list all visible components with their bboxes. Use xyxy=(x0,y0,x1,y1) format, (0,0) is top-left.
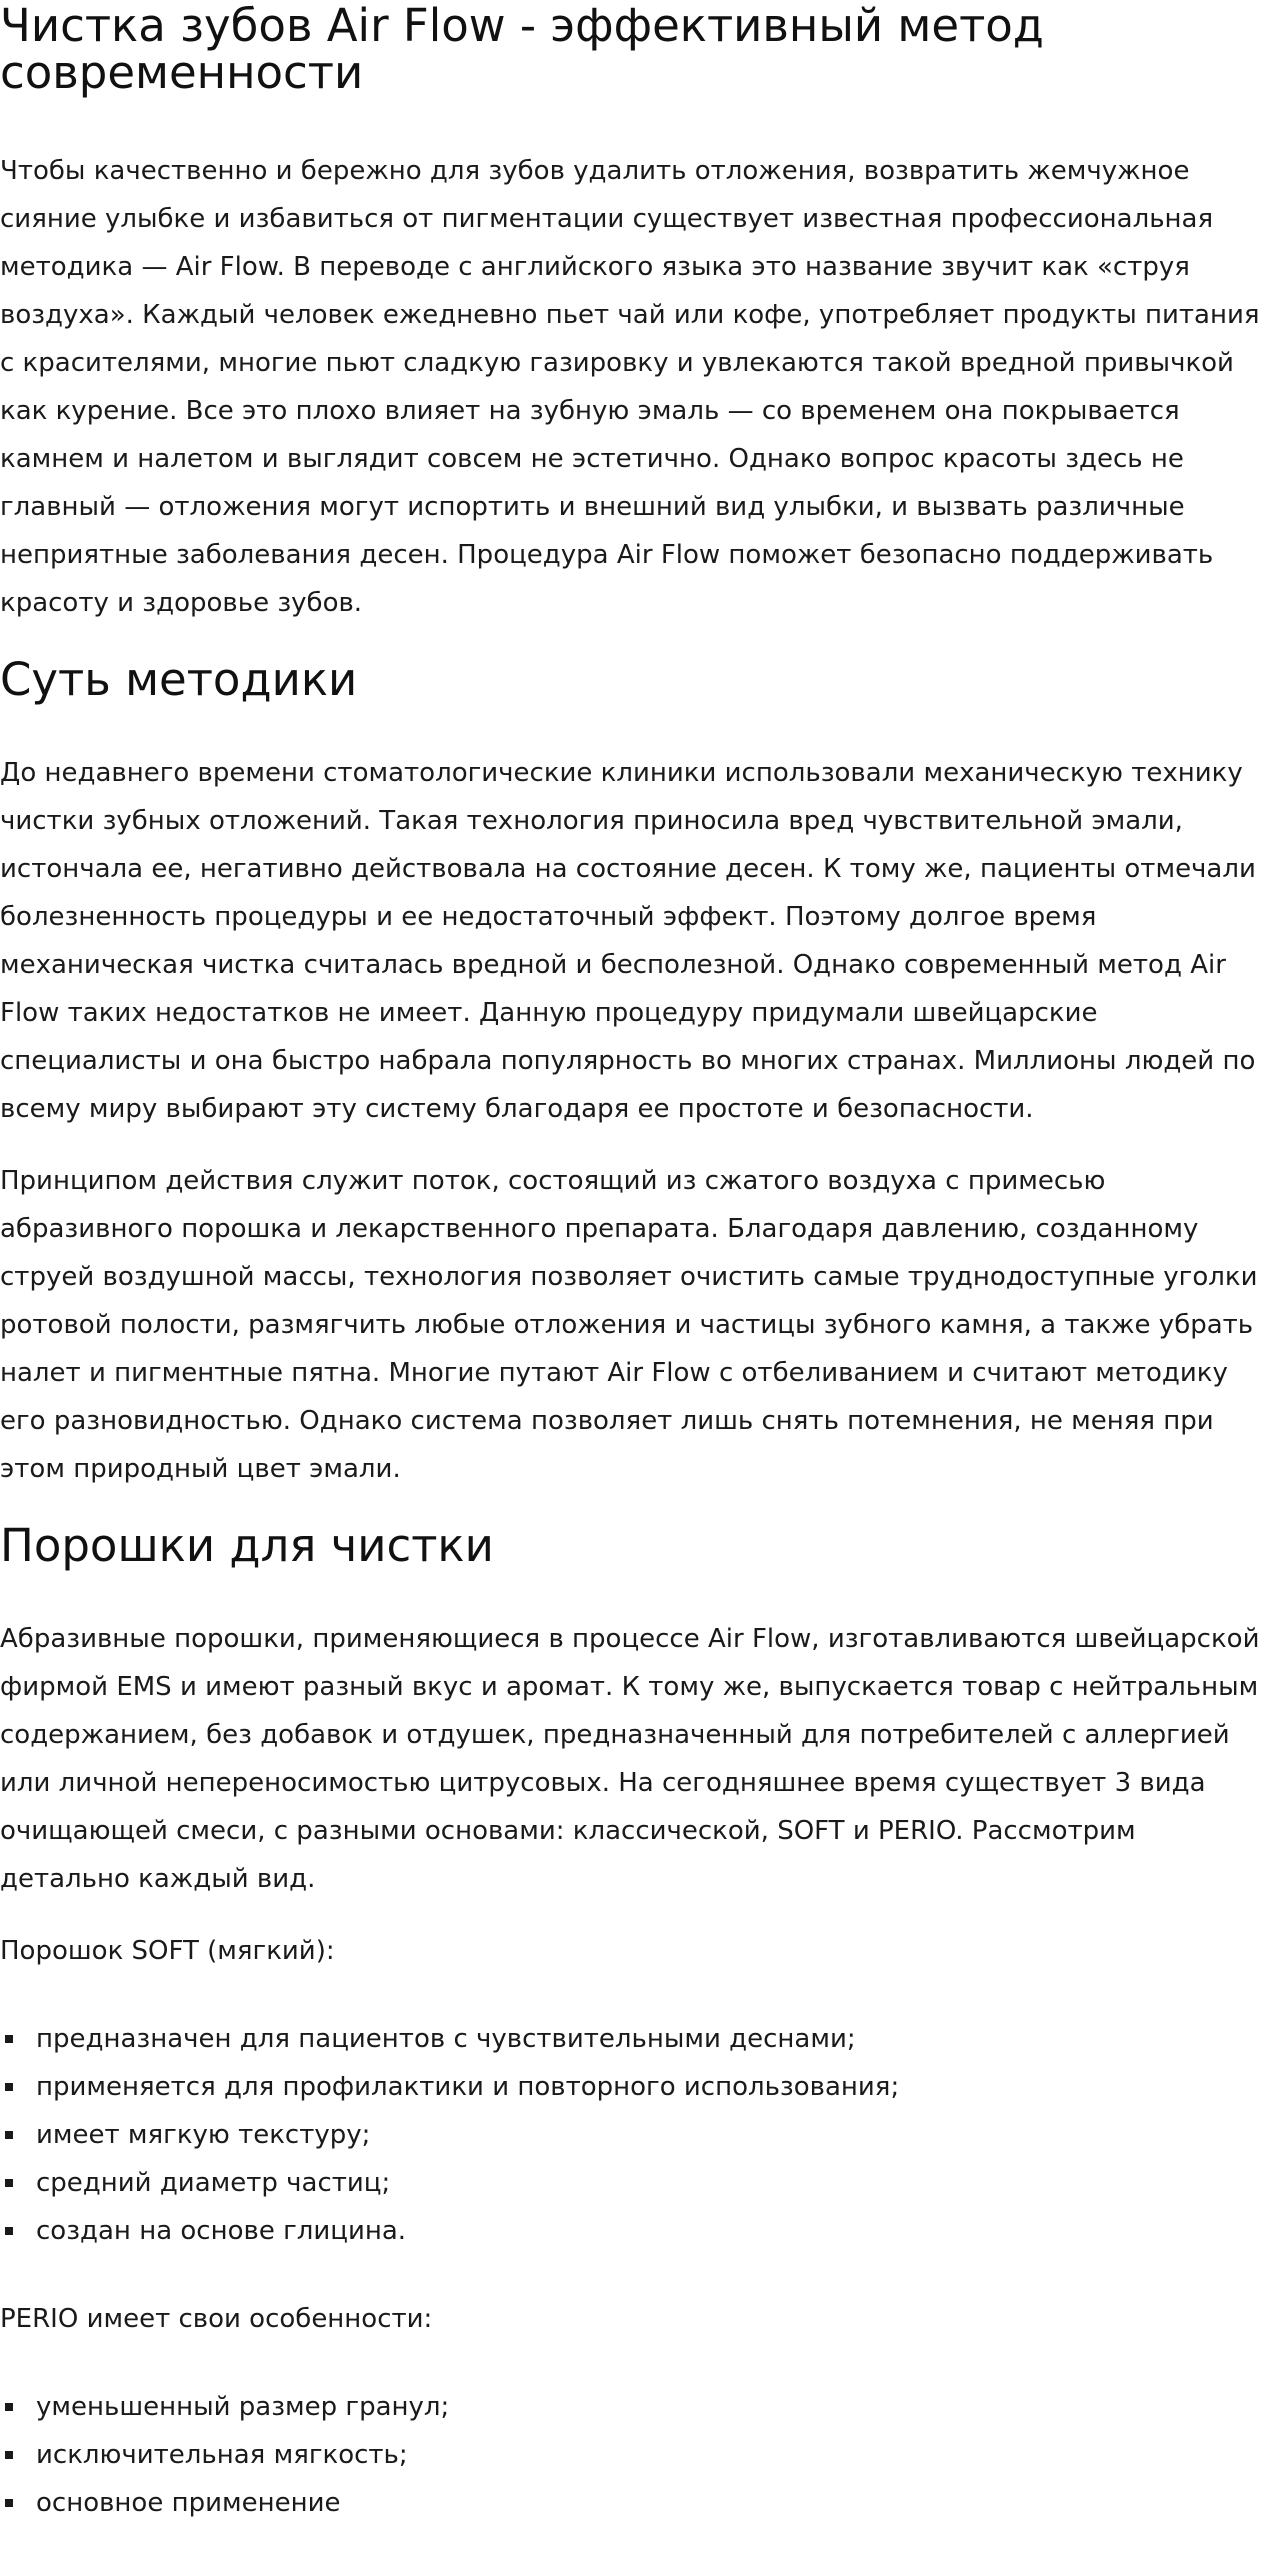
powders-paragraph-1: Абразивные порошки, применяющиеся в процессе Air Flow, изготавливаются швейцарской фирмой EMS и имеют разный вкус и аромат. К тому же, выпускается товар с нейтральным содержанием, без добавок и отдушек, предназначенный для потребителей с аллергией или личной непереносимостью цитрусовых. На сегодняшнее время существует 3 вида очищающей смеси, с разными основами: классической, SOFT и PERIO. Рассмотрим детально каждый вид. xyxy=(0,1624,1260,1894)
list-item xyxy=(0,2431,1270,2479)
square-bullet-icon xyxy=(5,2131,13,2139)
perio-list-intro: PERIO имеет свои особенности: xyxy=(0,2304,433,2334)
section-heading-powders: Порошки для чистки xyxy=(0,1519,494,1572)
square-bullet-icon xyxy=(5,2499,13,2507)
list-item xyxy=(0,2015,1270,2063)
list-item-text: предназначен для пациентов с чувствительными деснами; xyxy=(36,2024,856,2054)
section-heading-method: Суть методики xyxy=(0,653,358,706)
intro-paragraph: Чтобы качественно и бережно для зубов удалить отложения, возвратить жемчужное сияние улыбке и избавиться от пигментации существует известная профессиональная методика — Air Flow. В переводе с английского языка это название звучит как «струя воздуха». Каждый человек ежедневно пьет чай или кофе, употребляет продукты питания с красителями, многие пьют сладкую газировку и увлекаются такой вредной привычкой как курение. Все это плохо влияет на зубную эмаль — со временем она покрывается камнем и налетом и выглядит совсем не эстетично. Однако вопрос красоты здесь не главный — отложения могут испортить и внешний вид улыбки, и вызвать различные неприятные заболевания десен. Процедура Air Flow поможет безопасно поддерживать красоту и здоровье зубов. xyxy=(0,156,1260,618)
square-bullet-icon xyxy=(5,2083,13,2091)
soft-list xyxy=(0,2015,1270,2255)
square-bullet-icon xyxy=(5,2451,13,2459)
list-item xyxy=(0,2207,1270,2255)
list-item xyxy=(0,2383,1270,2431)
list-item xyxy=(0,2063,1270,2111)
soft-list-intro: Порошок SOFT (мягкий): xyxy=(0,1936,335,1966)
article-title: Чистка зубов Air Flow - эффективный метод современности xyxy=(0,0,1044,99)
perio-list xyxy=(0,2383,1270,2527)
square-bullet-icon xyxy=(5,2227,13,2235)
square-bullet-icon xyxy=(5,2179,13,2187)
list-item-text: применяется для профилактики и повторного использования; xyxy=(36,2072,900,2102)
list-item-text: создан на основе глицина. xyxy=(36,2216,407,2246)
square-bullet-icon xyxy=(5,2403,13,2411)
list-item-text: имеет мягкую текстуру; xyxy=(36,2120,371,2150)
list-item xyxy=(0,2479,1270,2527)
list-item xyxy=(0,2159,1270,2207)
list-item-text: уменьшенный размер гранул; xyxy=(36,2392,450,2422)
square-bullet-icon xyxy=(5,2035,13,2043)
list-item-text: основное применение xyxy=(36,2488,341,2518)
list-item-text: исключительная мягкость; xyxy=(36,2440,408,2470)
list-item xyxy=(0,2111,1270,2159)
method-paragraph-1: До недавнего времени стоматологические клиники использовали механическую технику чистки зубных отложений. Такая технология приносила вред чувствительной эмали, истончала ее, негативно действовала на состояние десен. К тому же, пациенты отмечали болезненность процедуры и ее недостаточный эффект. Поэтому долгое время механическая чистка считалась вредной и бесполезной. Однако современный метод Air Flow таких недостатков не имеет. Данную процедуру придумали швейцарские специалисты и она быстро набрала популярность во многих странах. Миллионы людей по всему миру выбирают эту систему благодаря ее простоте и безопасности. xyxy=(0,758,1256,1124)
list-item-text: средний диаметр частиц; xyxy=(36,2168,391,2198)
method-paragraph-2: Принципом действия служит поток, состоящий из сжатого воздуха с примесью абразивного порошка и лекарственного препарата. Благодаря давлению, созданному струей воздушной массы, технология позволяет очистить самые труднодоступные уголки ротовой полости, размягчить любые отложения и частицы зубного камня, а также убрать налет и пигментные пятна. Многие путают Air Flow с отбеливанием и считают методику его разновидностью. Однако система позволяет лишь снять потемнения, не меняя при этом природный цвет эмали. xyxy=(0,1166,1258,1484)
